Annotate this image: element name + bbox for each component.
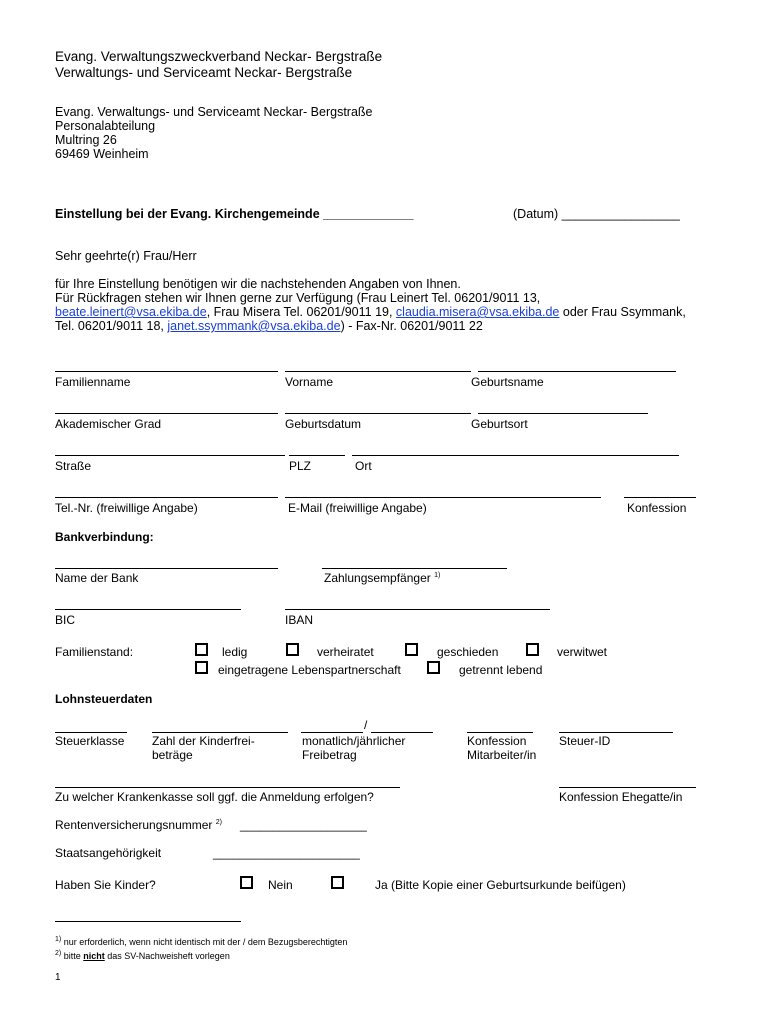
footnote-2 <box>55 951 230 962</box>
intro-paragraph: für Ihre Einstellung benötigen wir die nachstehenden Angaben von Ihnen. <box>55 277 461 291</box>
email-field[interactable] <box>285 497 601 498</box>
kinder-nein-label: Nein <box>268 878 293 892</box>
verheiratet-checkbox[interactable] <box>286 643 299 656</box>
footnote-2-pre: bitte <box>61 951 84 961</box>
konfession-label: Konfession <box>627 501 687 515</box>
ledig-label: ledig <box>222 645 248 659</box>
geburtsdatum-field[interactable] <box>285 413 471 414</box>
kinder-ja-label: Ja (Bitte Kopie einer Geburtsurkunde beifügen) <box>375 878 626 892</box>
familienstand-label: Familienstand: <box>55 645 134 659</box>
rentenversicherung-label <box>55 818 222 832</box>
verheiratet-label: verheiratet <box>317 645 374 659</box>
freibetrag-monatlich-field[interactable] <box>301 732 363 733</box>
organization-name: Evang. Verwaltungszweckverband Neckar- Bergstraße <box>55 49 383 64</box>
familienname-field[interactable] <box>55 371 278 372</box>
tel-field[interactable] <box>55 497 278 498</box>
steuerklasse-field[interactable] <box>55 732 127 733</box>
freibetrag-jaehrlich-field[interactable] <box>371 732 433 733</box>
getrennt-label: getrennt lebend <box>459 663 543 677</box>
address-line-4: 69469 Weinheim <box>55 147 149 161</box>
footnote-ref-2: 2) <box>215 819 222 826</box>
email-label: E-Mail (freiwillige Angabe) <box>288 501 427 515</box>
kinder-ja-checkbox[interactable] <box>331 876 344 889</box>
akademischer-grad-field[interactable] <box>55 413 278 414</box>
steuerklasse-label: Steuerklasse <box>55 734 125 748</box>
zahlungsempfaenger-text: Zahlungsempfänger <box>324 571 431 585</box>
kinderfreibetraege-label-line-1: Zahl der Kinderfrei- <box>152 734 255 748</box>
iban-label: IBAN <box>285 613 314 627</box>
konfession-ehegatte-field[interactable] <box>559 787 696 788</box>
address-line-1: Evang. Verwaltungs- und Serviceamt Neckar- Bergstraße <box>55 105 373 119</box>
akademischer-grad-label: Akademischer Grad <box>55 417 162 431</box>
verwitwet-label: verwitwet <box>557 645 608 659</box>
konfession-field[interactable] <box>624 497 696 498</box>
zahlungsempfaenger-field[interactable] <box>322 568 507 569</box>
address-line-2: Personalabteilung <box>55 119 156 133</box>
address-line-3: Multring 26 <box>55 133 117 147</box>
bic-label: BIC <box>55 613 76 627</box>
date-field[interactable]: (Datum) _________________ <box>513 207 680 221</box>
footnote-2-mark: 2) <box>55 950 62 957</box>
konfession-mitarbeiter-label-line-2: Mitarbeiter/in <box>467 748 537 762</box>
strasse-label: Straße <box>55 459 92 473</box>
konfession-ehegatte-label: Konfession Ehegatte/in <box>559 790 683 804</box>
staatsangehoerigkeit-label: Staatsangehörigkeit <box>55 846 162 860</box>
salutation: Sehr geehrte(r) Frau/Herr <box>55 249 197 263</box>
email-link-leinert[interactable]: beate.leinert@vsa.ekiba.de <box>55 305 207 319</box>
contact-text: oder Frau Ssymmank, <box>559 305 686 319</box>
iban-field[interactable] <box>285 609 550 610</box>
ort-label: Ort <box>355 459 372 473</box>
geschieden-label: geschieden <box>437 645 499 659</box>
konfession-mitarbeiter-label-line-1: Konfession <box>467 734 527 748</box>
verwitwet-checkbox[interactable] <box>526 643 539 656</box>
krankenkasse-field[interactable] <box>55 787 400 788</box>
bank-heading: Bankverbindung: <box>55 530 154 544</box>
rentenversicherung-text: Rentenversicherungsnummer <box>55 818 213 832</box>
zahlungsempfaenger-label <box>324 571 440 585</box>
steuer-id-field[interactable] <box>559 732 673 733</box>
geburtsname-label: Geburtsname <box>471 375 544 389</box>
footnote-1-text: nur erforderlich, wenn nicht identisch mit der / dem Bezugsberechtigten <box>61 937 348 947</box>
konfession-mitarbeiter-field[interactable] <box>467 732 533 733</box>
contact-paragraph-line-2 <box>55 305 686 319</box>
freibetrag-label-line-2: Freibetrag <box>302 748 357 762</box>
freibetrag-slash: / <box>364 718 368 732</box>
email-link-misera[interactable]: claudia.misera@vsa.ekiba.de <box>395 305 560 319</box>
contact-text: , Frau Misera Tel. 06201/9011 19, <box>206 305 396 319</box>
plz-label: PLZ <box>289 459 312 473</box>
footnote-1-mark: 1) <box>55 936 62 943</box>
footnote-2-post: das SV-Nachweisheft vorlegen <box>104 951 230 961</box>
contact-paragraph-line-3 <box>55 319 483 333</box>
bank-name-field[interactable] <box>55 568 278 569</box>
staatsangehoerigkeit-field[interactable]: ______________________ <box>213 846 360 860</box>
plz-field[interactable] <box>289 455 345 456</box>
geburtsort-label: Geburtsort <box>471 417 528 431</box>
strasse-field[interactable] <box>55 455 285 456</box>
freibetrag-label-line-1: monatlich/jährlicher <box>302 734 406 748</box>
kinder-label: Haben Sie Kinder? <box>55 878 156 892</box>
footnote-2-emphasis: nicht <box>83 951 105 961</box>
kinderfreibetraege-label-line-2: beträge <box>152 748 193 762</box>
kinder-nein-checkbox[interactable] <box>240 876 253 889</box>
page-number: 1 <box>55 972 61 983</box>
office-name: Verwaltungs- und Serviceamt Neckar- Bergstraße <box>55 65 353 80</box>
tel-label: Tel.-Nr. (freiwillige Angabe) <box>55 501 198 515</box>
geburtsort-field[interactable] <box>478 413 648 414</box>
bank-name-label: Name der Bank <box>55 571 139 585</box>
lohnsteuer-heading: Lohnsteuerdaten <box>55 692 153 706</box>
contact-paragraph-line-1: Für Rückfragen stehen wir Ihnen gerne zur Verfügung (Frau Leinert Tel. 06201/9011 13, <box>55 291 541 305</box>
getrennt-checkbox[interactable] <box>427 661 440 674</box>
lebenspartnerschaft-checkbox[interactable] <box>195 661 208 674</box>
geburtsname-field[interactable] <box>478 371 676 372</box>
krankenkasse-label: Zu welcher Krankenkasse soll ggf. die Anmeldung erfolgen? <box>55 790 374 804</box>
kinderfreibetraege-field[interactable] <box>152 732 288 733</box>
ledig-checkbox[interactable] <box>195 643 208 656</box>
footnote-1 <box>55 937 347 948</box>
contact-text: ) - Fax-Nr. 06201/9011 22 <box>340 319 483 333</box>
subject-title: Einstellung bei der Evang. Kirchengemeinde _____________ <box>55 207 414 221</box>
vorname-label: Vorname <box>285 375 334 389</box>
familienname-label: Familienname <box>55 375 131 389</box>
geschieden-checkbox[interactable] <box>405 643 418 656</box>
bic-field[interactable] <box>55 609 241 610</box>
contact-text: Tel. 06201/9011 18, <box>55 319 168 333</box>
vorname-field[interactable] <box>285 371 471 372</box>
footnote-separator <box>55 921 241 922</box>
rentenversicherung-field[interactable]: ___________________ <box>240 818 367 832</box>
email-link-ssymmank[interactable]: janet.ssymmank@vsa.ekiba.de <box>167 319 341 333</box>
ort-field[interactable] <box>352 455 679 456</box>
geburtsdatum-label: Geburtsdatum <box>285 417 362 431</box>
lebenspartnerschaft-label: eingetragene Lebenspartnerschaft <box>218 663 401 677</box>
footnote-ref-1: 1) <box>434 572 441 579</box>
steuer-id-label: Steuer-ID <box>559 734 611 748</box>
